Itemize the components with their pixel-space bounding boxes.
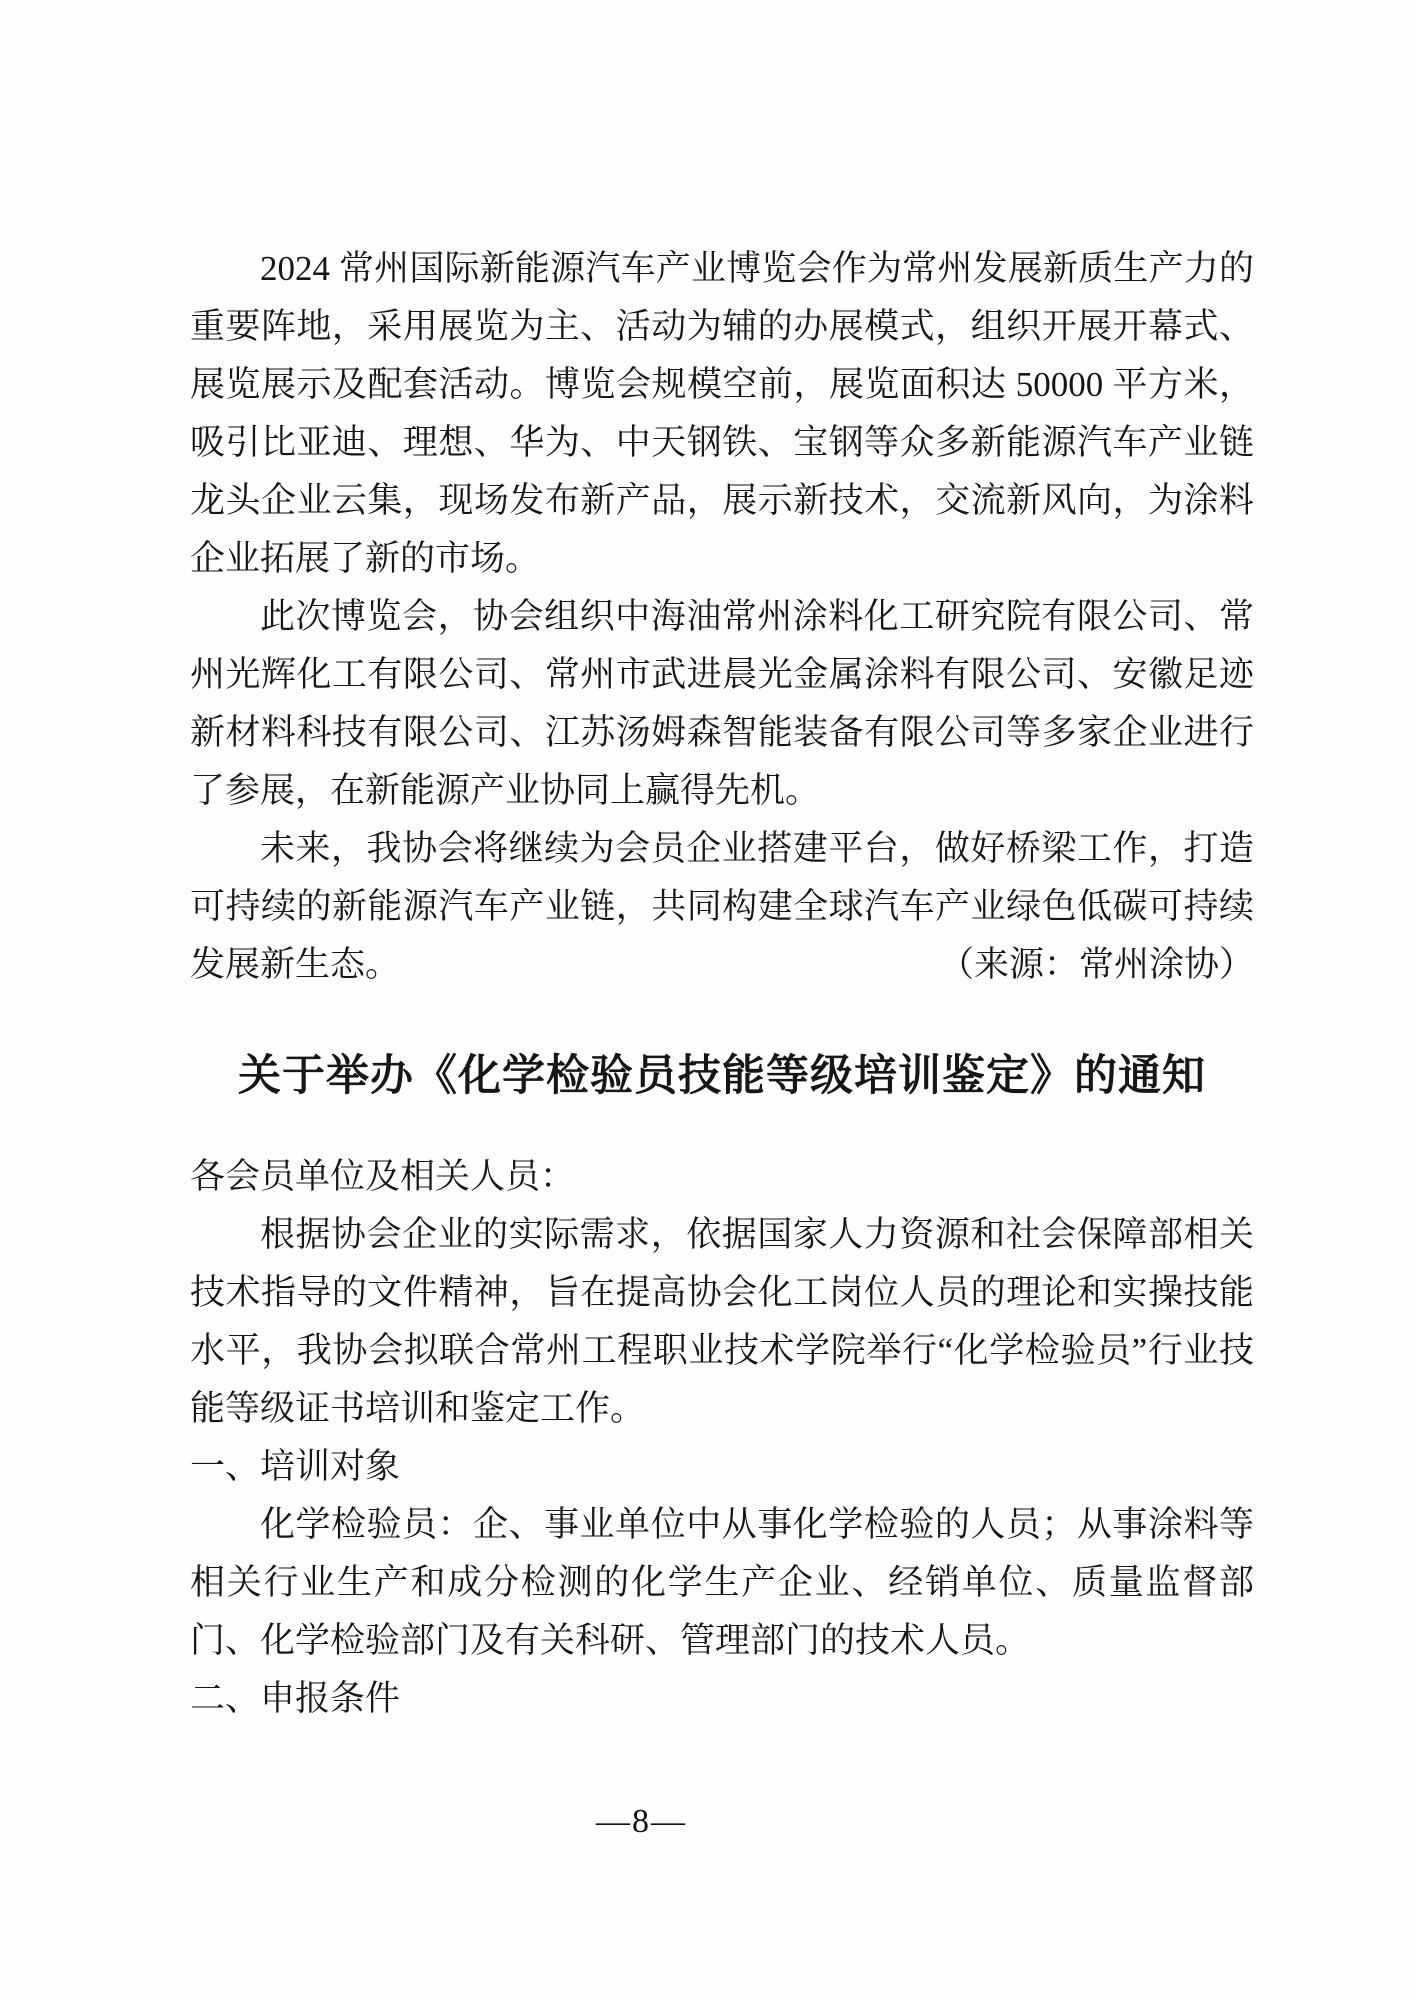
- notice-section-2-heading: 二、申报条件: [190, 1679, 401, 1718]
- notice-section-1-body: 化学检验员：企、事业单位中从事化学检验的人员；从事涂料等相关行业生产和成分检测的化学生产企业、经销单位、质量监督部门、化学检验部门及有关科研、管理部门的技术人员。: [190, 1505, 1254, 1660]
- notice-salutation: 各会员单位及相关人员：: [190, 1157, 576, 1196]
- document-content: [190, 240, 1254, 1728]
- notice-intro-paragraph: 根据协会企业的实际需求，依据国家人力资源和社会保障部相关技术指导的文件精神，旨在提高协会化工岗位人员的理论和实操技能水平，我协会拟联合常州工程职业技术学院举行“化学检验员”行业技能等级证书培训和鉴定工作。: [190, 1215, 1254, 1428]
- notice-section-1-heading: 一、培训对象: [190, 1447, 401, 1486]
- expo-paragraph-2: 此次博览会，协会组织中海油常州涂料化工研究院有限公司、常州光辉化工有限公司、常州市武进晨光金属涂料有限公司、安徽足迹新材料科技有限公司、江苏汤姆森智能装备有限公司等多家企业进行了参展，在新能源产业协同上赢得先机。: [190, 597, 1254, 810]
- source-attribution: （来源：常州涂协）: [938, 945, 1254, 984]
- expo-paragraph-3: [190, 820, 1254, 994]
- expo-paragraph-3-text: 未来，我协会将继续为会员企业搭建平台，做好桥梁工作，打造可持续的新能源汽车产业链，共同构建全球汽车产业绿色低碳可持续发展新生态。: [190, 829, 1254, 984]
- notice-title: 关于举办《化学检验员技能等级培训鉴定》的通知: [238, 1053, 1206, 1100]
- expo-paragraph-1: 2024 常州国际新能源汽车产业博览会作为常州发展新质生产力的重要阵地，采用展览为主、活动为辅的办展模式，组织开展开幕式、展览展示及配套活动。博览会规模空前，展览面积达 50000 平方米，吸引比亚迪、理想、华为、中天钢铁、宝钢等众多新能源汽车产业链龙头企业云集，现场发布新产品，展示新技术，交流新风向，为涂料企业拓展了新的市场。: [190, 249, 1254, 578]
- page-number: —8—: [596, 1803, 687, 1840]
